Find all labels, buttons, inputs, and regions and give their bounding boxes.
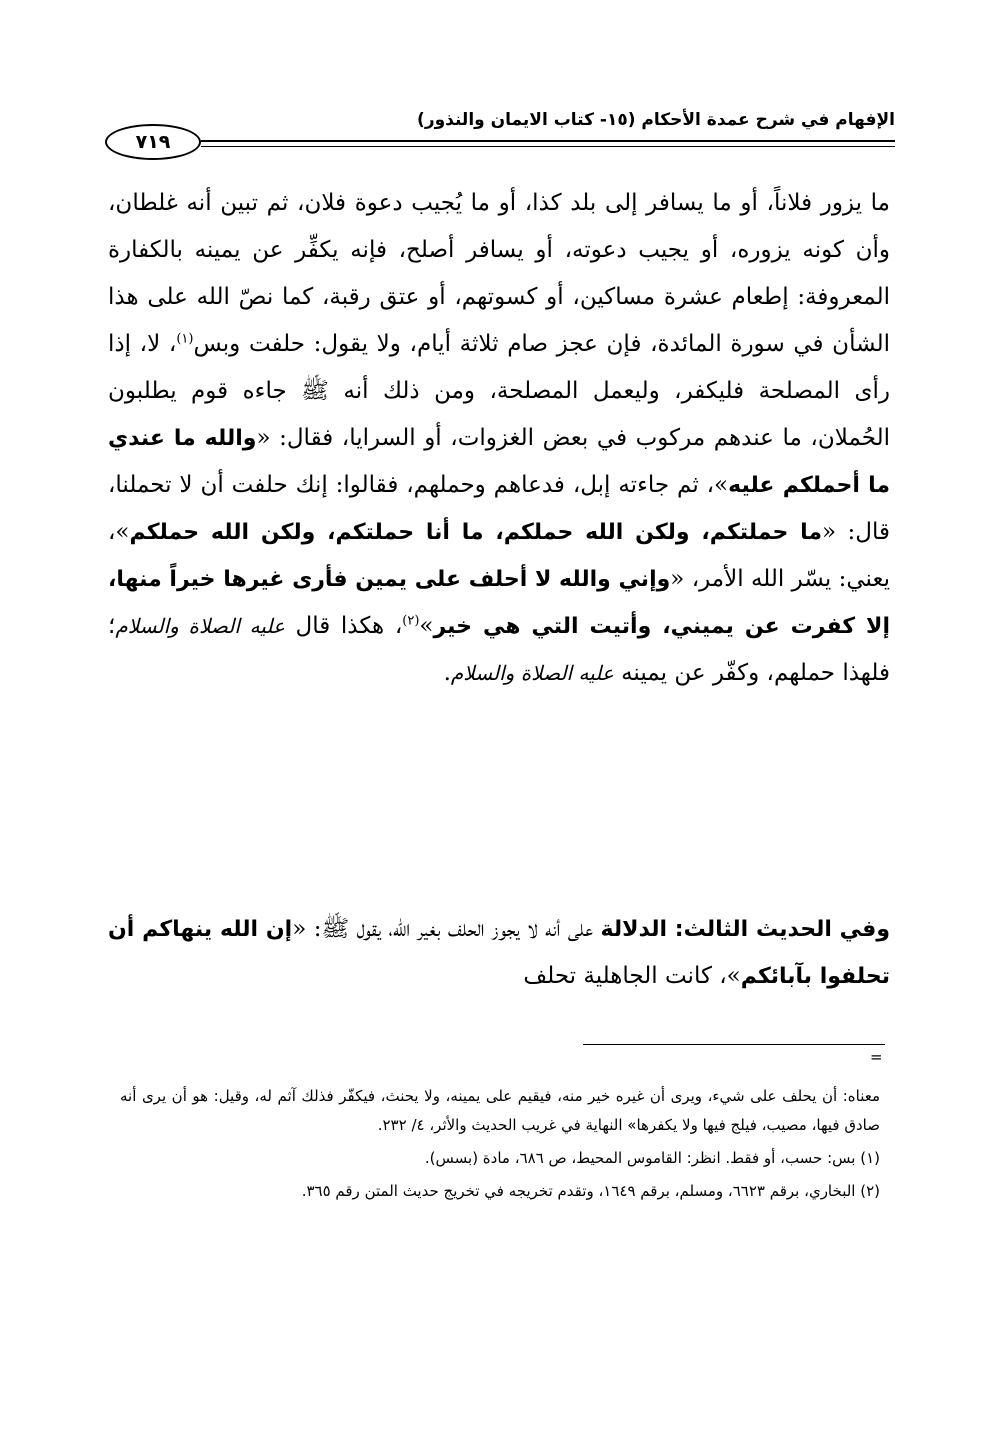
footnote-1: (١) بس: حسب، أو فقط. انظر: القاموس المحيط، ص ٦٨٦، مادة (بسس). [424, 1149, 880, 1167]
footnote-continuation-mark: = [870, 1048, 883, 1066]
text-run: ، هكذا قال [284, 613, 403, 639]
text-run: »، ثم جاءته إبل، فدعاهم وحملهم، فقالوا: إنك حلفت أن لا تحملنا، قال: « [108, 472, 890, 545]
footnote-separator [583, 1044, 885, 1045]
text-run: على أنه لا يجوز الحلف بغير الله، يقول ﷺ: « [292, 916, 601, 942]
hadith-quote-1: والله ما عندي ما أحملكم عليه [108, 426, 891, 498]
hadith-quote-3: وإني والله لا أحلف على يمين فأرى غيرها خيراً منها، إلا كفرت عن يميني، وأتيت التي هي خير [108, 567, 890, 639]
honorific: عليه الصلاة والسلام [115, 614, 285, 638]
footnotes [120, 1082, 880, 1206]
text-run: ؛ فلهذا حملهم، وكفّر عن يمينه [108, 613, 890, 686]
hadith-quote-2: ما حملتكم، ولكن الله حملكم، ما أنا حملتكم، ولكن الله حملكم [129, 520, 823, 545]
text-run: . [443, 660, 451, 686]
main-paragraph-2 [108, 906, 890, 1000]
main-paragraph-1 [108, 180, 890, 697]
honorific: عليه الصلاة والسلام [450, 661, 614, 685]
page-number: ٧١٩ [105, 124, 201, 160]
running-title: الإفهام في شرح عمدة الأحكام (١٥- كتاب الايمان والنذور) [417, 110, 895, 130]
header-rule-thick [201, 140, 895, 142]
text-run: » [419, 613, 434, 639]
footnote-continuation: معناه: أن يحلف على شيء، ويرى أن غيره خير منه، فيقيم على يمينه، ولا يحنث، فيكفّر فذلك آثم له، وقيل: هو أن يرى أنه صادق فيها، مصيب، فيلج فيها ولا يكفرها» النهاية في غريب الحديث والأثر، ٤/ ٢٣٢. [120, 1087, 880, 1134]
header-rule-thin [201, 146, 895, 147]
footnote-2: (٢) البخاري، برقم ٦٦٢٣، ومسلم، برقم ١٦٤٩، وتقدم تخريجه في تخريج حديث المتن رقم ٣٦٥. [301, 1182, 880, 1200]
hadith-quote-4: إن الله ينهاكم أن تحلفوا بآبائكم [108, 917, 890, 989]
text-run: ، لا، إذا رأى المصلحة فليكفر، وليعمل المصلحة، ومن ذلك أنه ﷺ جاءه قوم يطلبون الحُملان، ما عندهم مركوب في بعض الغزوات، أو السرايا، فقال: « [108, 331, 890, 451]
footnote-ref-2: (٢) [402, 613, 420, 629]
page-header [105, 100, 895, 160]
footnote-ref-1: (١) [176, 331, 194, 347]
text-run: »، يعني: يسّر الله الأمر، « [108, 519, 890, 592]
section-lead: وفي الحديث الثالث: الدلالة [600, 917, 891, 942]
text-run: »، كانت الجاهلية تحلف [523, 963, 741, 989]
text-run: ما يزور فلاناً، أو ما يسافر إلى بلد كذا، أو ما يُجيب دعوة فلان، ثم تبين أنه غلطان، وأن كونه يزوره، أو يجيب دعوته، أو يسافر أصلح، فإنه يكفِّر عن يمينه بالكفارة المعروفة: إطعام عشرة مساكين، أو كسوتهم، أو عتق رقبة، كما نصّ الله على هذا الشأن في سورة المائدة، فإن عجز صام ثلاثة أيام، ولا يقول: حلفت وبس [108, 190, 891, 357]
